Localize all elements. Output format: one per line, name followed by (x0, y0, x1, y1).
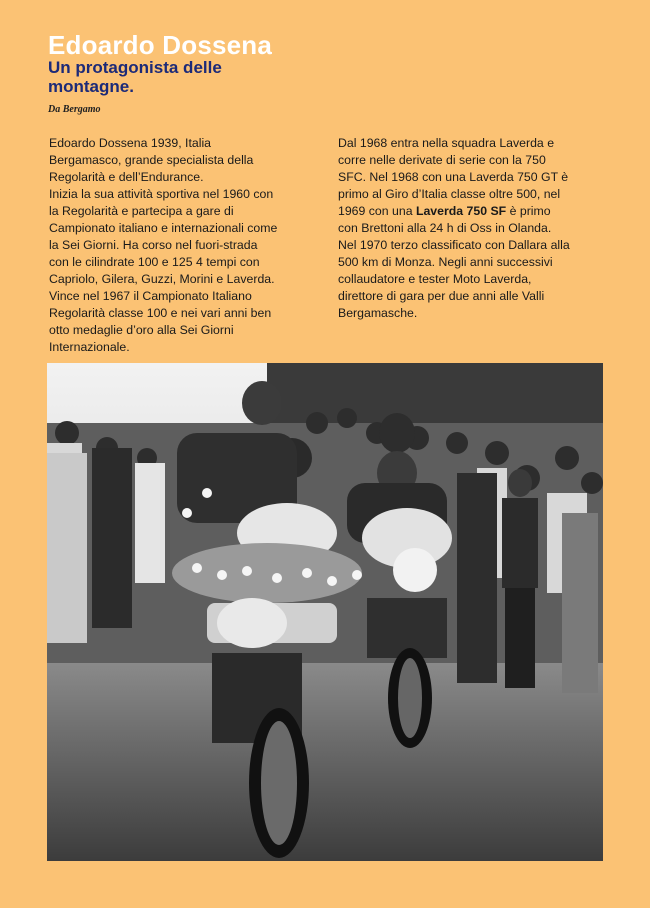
right-text-column (338, 135, 573, 322)
race-photo (47, 363, 603, 861)
paragraph-specialist: Bergamasco, grande specialista della Regolarità e dell’Endurance. (49, 153, 254, 184)
paragraph-career: Inizia la sua attività sportiva nel 1960 con la Regolarità e partecipa a gare di Campionato italiano e internazionali come la Sei Giorni. Ha corso nel fuori-strada con le cilindrate 100 e 125 4 tempi con Capriolo, Gilera, Guzzi, Morini e Laverda. Vince nel 1967 il Campionato Italiano Regolarità classe 100 e nei vari anni ben otto medaglie d’oro alla Sei Giorni Internazionale. (49, 187, 278, 354)
paragraph-intro: Edoardo Dossena 1939, Italia (49, 136, 212, 150)
article-subtitle: Un protagonista delle montagne. (48, 58, 222, 96)
laverda-text-part1: Dal 1968 entra nella squadra Laverda e corre nelle derivate di serie con la 750 SFC. Nel 1968 con una Laverda 750 GT è primo al Giro d’Italia classe oltre 500, nel 1969 con una (338, 136, 569, 218)
laverda-model-highlight: Laverda 750 SF (415, 204, 507, 218)
article-origin: Da Bergamo (48, 104, 101, 115)
article-title: Edoardo Dossena (48, 30, 273, 60)
laverda-text-part2: è primo con Brettoni alla 24 h di Oss in Olanda. Nel 1970 terzo classificato con Dallara alla 500 km di Monza. Negli anni successivi collaudatore e tester Moto Laverda, direttore di gara per due anni alle Valli Bergamasche. (338, 204, 570, 320)
left-text-column (49, 135, 279, 356)
paragraph-laverda (338, 135, 573, 322)
